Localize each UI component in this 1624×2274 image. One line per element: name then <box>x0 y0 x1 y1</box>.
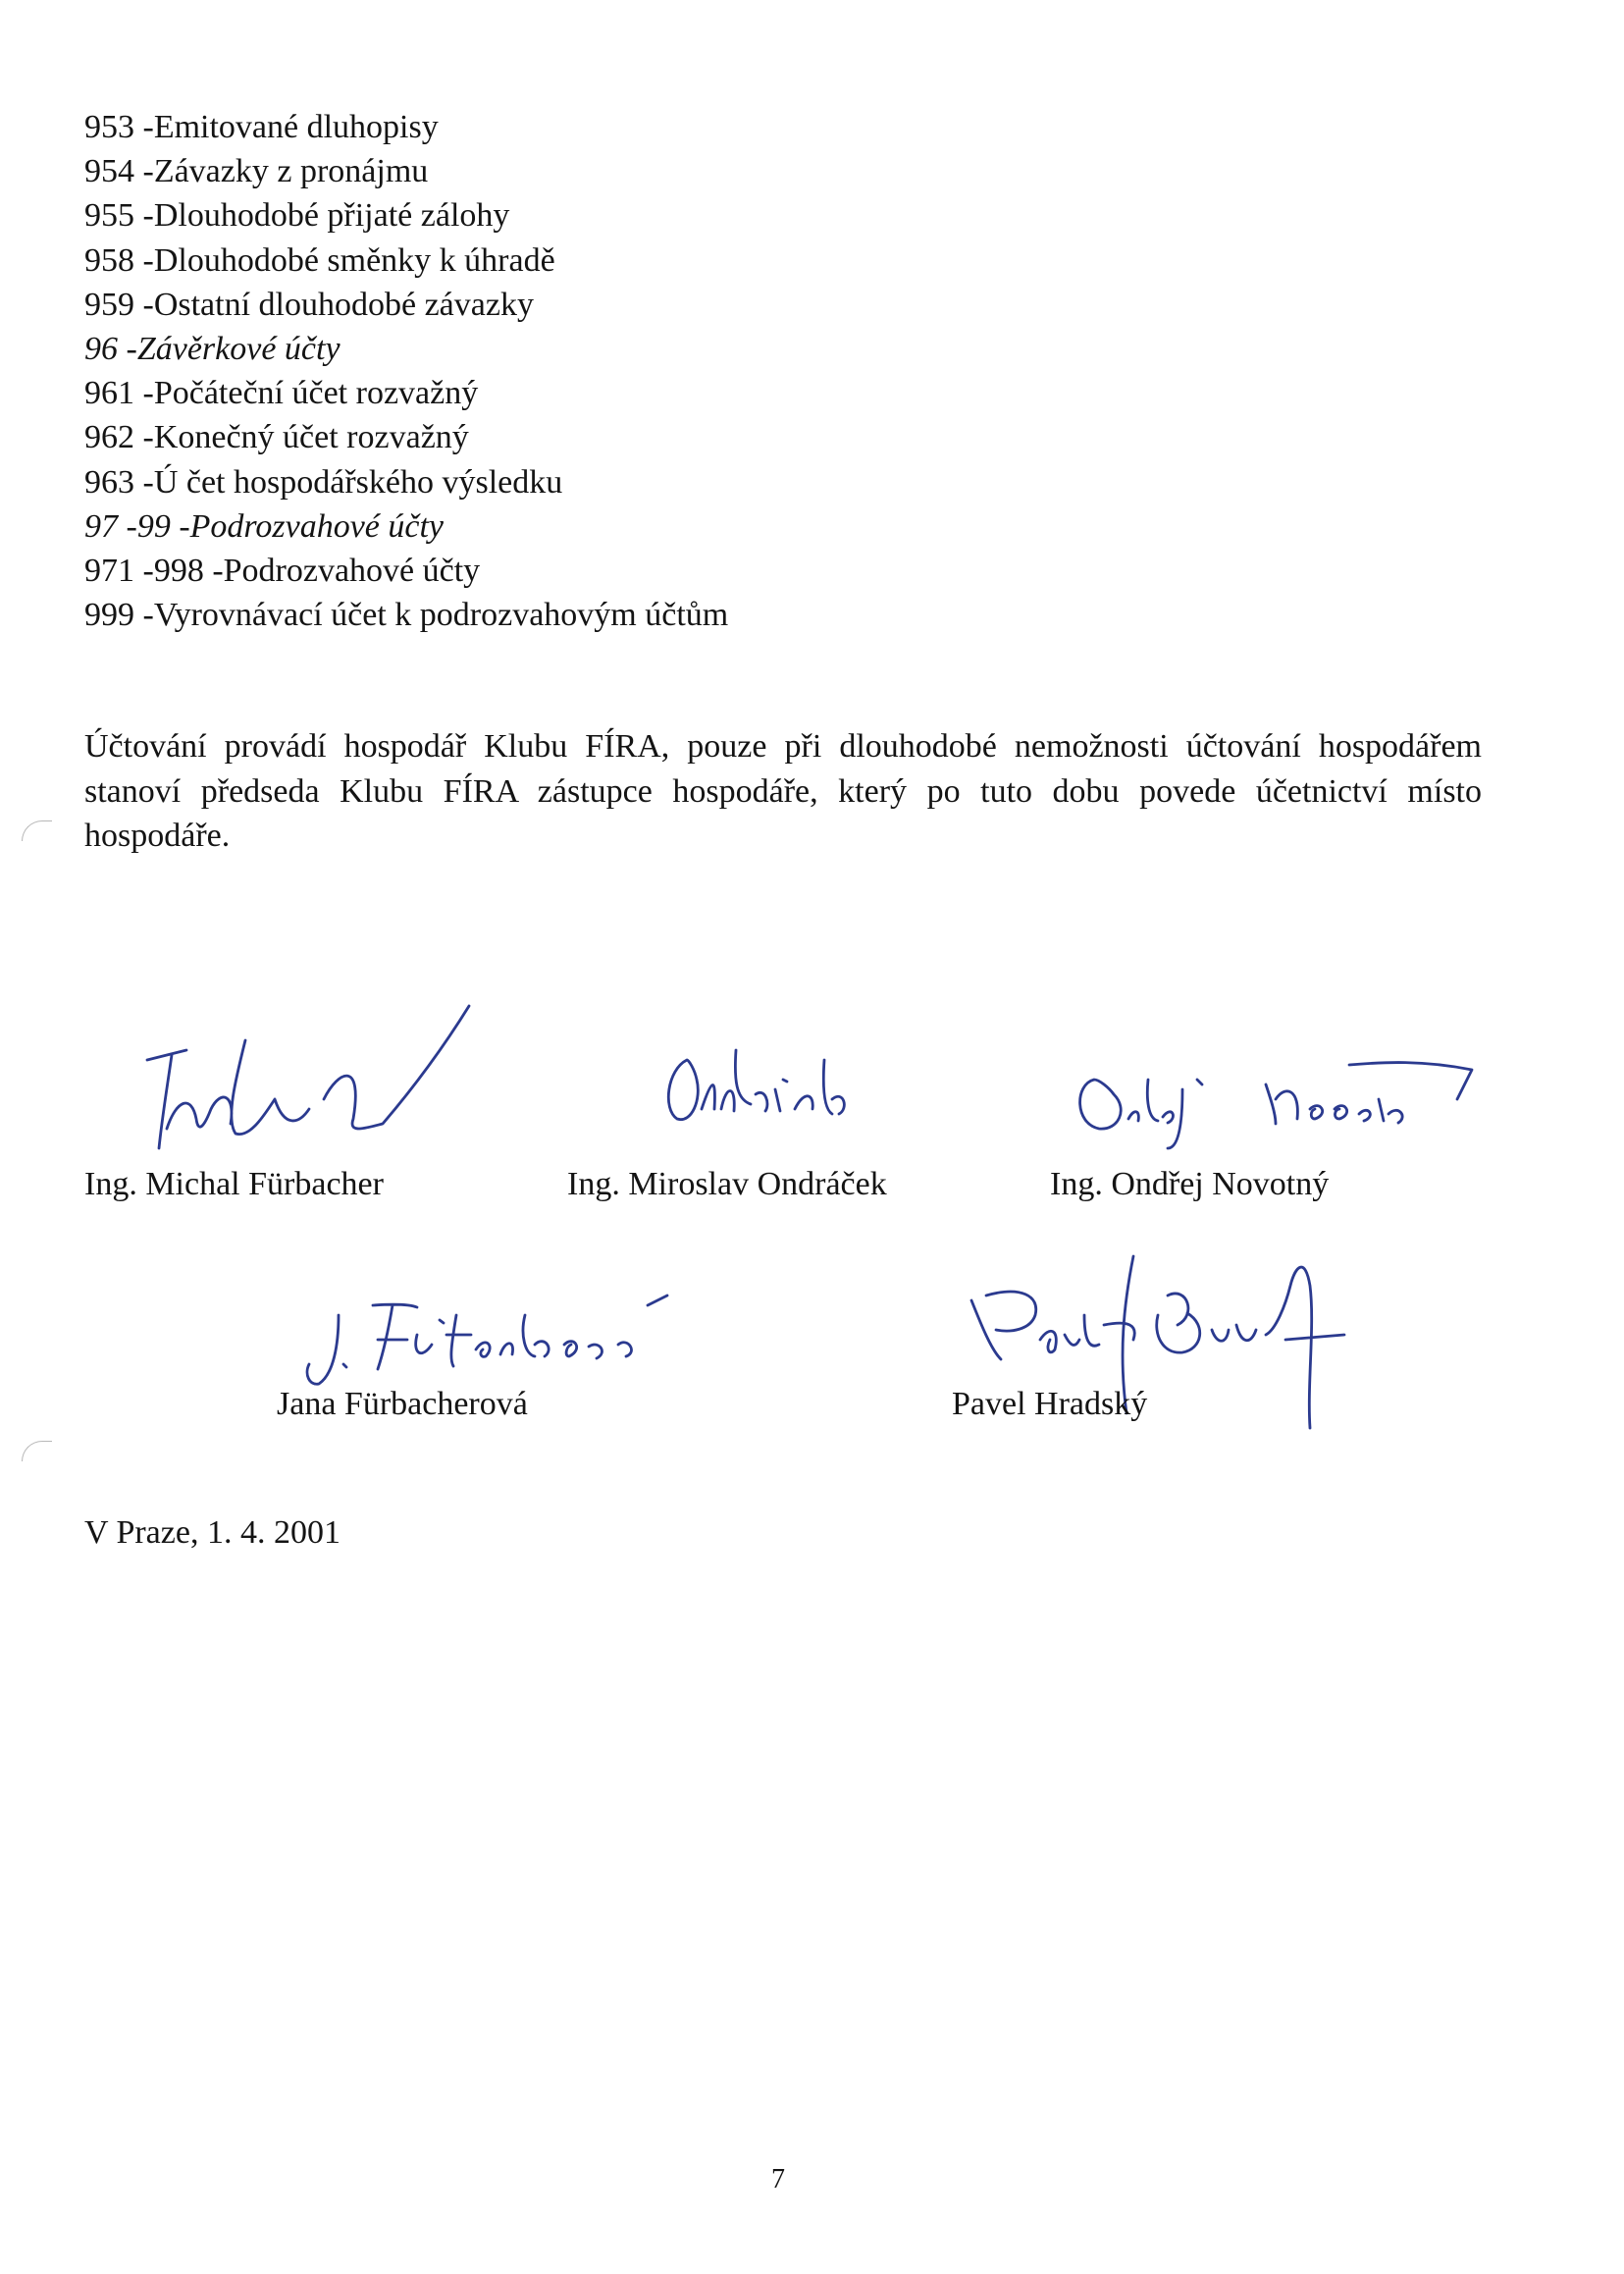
place-and-date: V Praze, 1. 4. 2001 <box>84 1514 341 1551</box>
account-line: 963 -Ú čet hospodářského výsledku <box>84 463 563 501</box>
scan-artifact-mark <box>22 1441 52 1461</box>
account-list <box>84 105 1360 637</box>
signatory-name: Jana Fürbacherová <box>277 1386 528 1422</box>
signature-furbacher <box>128 1001 481 1158</box>
account-line: 962 -Konečný účet rozvažný <box>84 419 469 456</box>
page-number: 7 <box>771 2164 785 2195</box>
signatory-name: Ing. Ondřej Novotný <box>1050 1166 1330 1202</box>
account-group-heading: 97 -99 -Podrozvahové účty <box>84 507 445 545</box>
scan-artifact-mark <box>22 820 52 841</box>
account-line: 961 -Počáteční účet rozvažný <box>84 375 479 412</box>
account-line: 971 -998 -Podrozvahové účty <box>84 553 481 590</box>
signatory-name: Pavel Hradský <box>952 1386 1148 1422</box>
signature-novotny <box>1070 1040 1482 1158</box>
account-group-heading: 96 -Závěrkové účty <box>84 331 341 368</box>
accounting-responsibility-paragraph: Účtování provádí hospodář Klubu FÍRA, pouze při dlouhodobé nemožnosti účtování hospodářem stanoví předseda Klubu FÍRA zástupce hospodáře, který po tuto dobu povede účetnictví místo hospodáře. <box>84 728 1482 854</box>
account-line: 953 -Emitované dluhopisy <box>84 109 439 145</box>
account-line: 955 -Dlouhodobé přijaté zálohy <box>84 197 510 235</box>
signatory-name: Ing. Michal Fürbacher <box>84 1166 384 1202</box>
signature-ondracek <box>657 1040 873 1138</box>
account-line: 999 -Vyrovnávací účet k podrozvahovým účtům <box>84 597 729 634</box>
signature-furbacherova <box>285 1276 716 1403</box>
account-line: 958 -Dlouhodobé směnky k úhradě <box>84 241 555 279</box>
signatory-name: Ing. Miroslav Ondráček <box>567 1166 887 1202</box>
account-line: 959 -Ostatní dlouhodobé závazky <box>84 286 534 323</box>
account-line: 954 -Závazky z pronájmu <box>84 153 429 190</box>
